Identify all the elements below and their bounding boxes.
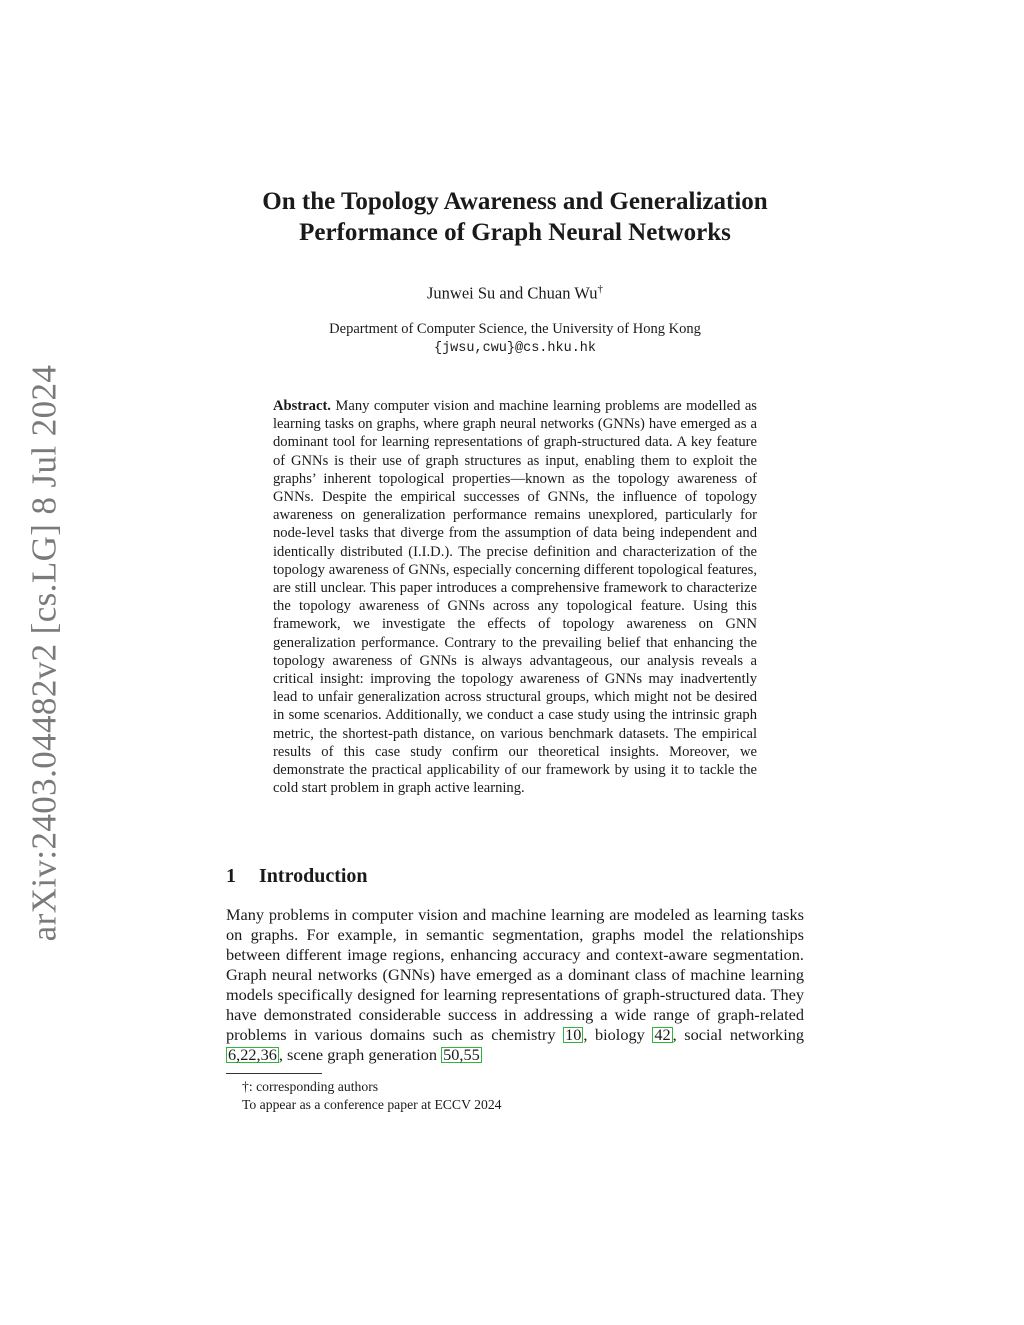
author-email: {jwsu,cwu}@cs.hku.hk (433, 341, 597, 356)
citation-link[interactable]: 6,22,36 (228, 1045, 277, 1064)
paper-title (200, 186, 830, 248)
footnote-corresponding: †: corresponding authors (242, 1079, 379, 1094)
intro-text-sep: , biology (583, 1025, 645, 1044)
author-names: Junwei Su and Chuan Wu (427, 283, 598, 303)
section-title: Introduction (259, 865, 368, 887)
footnote-rule (226, 1073, 322, 1074)
affiliation: Department of Computer Science, the University of Hong Kong (329, 321, 701, 337)
paper-title-line-2: Performance of Graph Neural Networks (299, 219, 731, 246)
intro-paragraph (226, 905, 804, 1065)
footnote-venue: To appear as a conference paper at ECCV 2024 (242, 1097, 502, 1112)
section-number: 1 (226, 865, 236, 887)
citation-link[interactable]: 10 (565, 1025, 582, 1044)
abstract-text: Many computer vision and machine learning problems are modelled as learning tasks on graphs, where graph neural networks (GNNs) have emerged as a dominant tool for learning representations of graph-structured data. A key feature of GNNs is their use of graph structures as input, enabling them to exploit the graphs’ inherent topological properties—known as the topology awareness of GNNs. Despite the empirical successes of GNNs, the influence of topology awareness on generalization performance remains unexplored, particularly for node-level tasks that diverge from the assumption of data being independent and identically distributed (I.I.D.). The precise definition and characterization of the topology awareness of GNNs, especially concerning different topological features, are still unclear. This paper introduces a comprehensive framework to characterize the topology awareness of GNNs across any topological feature. Using this framework, we investigate the effects of topology awareness on GNN generalization performance. Contrary to the prevailing belief that enhancing the topology awareness of GNNs is always advantageous, our analysis reveals a critical insight: improving the topology awareness of GNNs may inadvertently lead to unfair generalization across structural groups, which might not be desired in some scenarios. Additionally, we conduct a case study using the intrinsic graph metric, the shortest-path distance, on various benchmark datasets. The empirical results of this case study confirm our theoretical insights. Moreover, we demonstrate the practical applicability of our framework by using it to tackle the cold start problem in graph active learning. (273, 398, 757, 797)
affiliation-block (200, 320, 830, 358)
intro-text-sep: , social networking (672, 1025, 804, 1044)
paper-title-line-1: On the Topology Awareness and Generalization (262, 188, 768, 215)
footnotes (242, 1078, 502, 1114)
citation-link[interactable]: 42 (654, 1025, 671, 1044)
citation-link[interactable]: 50,55 (443, 1045, 480, 1064)
corresponding-author-mark: † (597, 283, 603, 295)
section-heading (226, 865, 368, 888)
intro-text-sep: , scene graph generation (278, 1045, 438, 1064)
author-list (200, 283, 830, 304)
arxiv-side-stamp (18, 364, 70, 941)
abstract-label: Abstract. (273, 398, 331, 414)
abstract (273, 397, 757, 797)
arxiv-identifier: arXiv:2403.04482v2 [cs.LG] 8 Jul 2024 (24, 364, 63, 941)
intro-text: Many problems in computer vision and machine learning are modeled as learning tasks on graphs. For example, in semantic segmentation, graphs model the relationships between different image regions, enhancing accuracy and context-aware segmentation. Graph neural networks (GNNs) have emerged as a dominant class of machine learning models specifically designed for learning representations of graph-structured data. They have demonstrated considerable success in addressing a wide range of graph-related problems in various domains such as chemistry (226, 905, 804, 1044)
